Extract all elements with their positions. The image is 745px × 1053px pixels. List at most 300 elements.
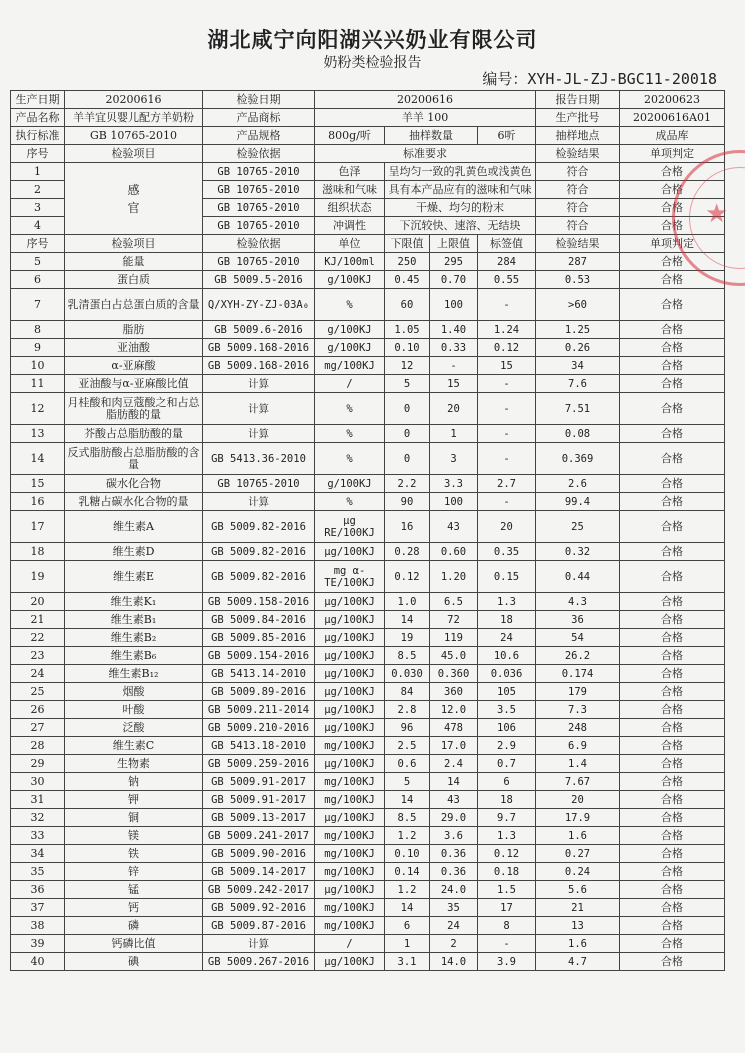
lower-limit: 19 [385, 629, 430, 647]
unit: g/100KJ [315, 271, 385, 289]
unit: g/100KJ [315, 339, 385, 357]
header-cell: 序号 [11, 235, 65, 253]
verdict: 合格 [620, 217, 725, 235]
main-header-row [11, 235, 725, 253]
verdict: 合格 [620, 809, 725, 827]
header-cell: 标签值 [478, 235, 536, 253]
table-row [11, 357, 725, 375]
lower-limit: 3.1 [385, 953, 430, 971]
basis: GB 5009.89-2016 [203, 683, 315, 701]
label-value: - [478, 443, 536, 475]
row-no: 27 [11, 719, 65, 737]
verdict: 合格 [620, 199, 725, 217]
unit: mg α-TE/100KJ [315, 561, 385, 593]
result: 5.6 [536, 881, 620, 899]
item-name: 钠 [65, 773, 203, 791]
verdict: 合格 [620, 629, 725, 647]
basis: GB 10765-2010 [203, 199, 315, 217]
label-value: 20 [478, 511, 536, 543]
verdict: 合格 [620, 357, 725, 375]
basis: GB 5009.87-2016 [203, 917, 315, 935]
row-no: 3 [11, 199, 65, 217]
item-name: 锰 [65, 881, 203, 899]
upper-limit: 43 [430, 791, 478, 809]
verdict: 合格 [620, 899, 725, 917]
upper-limit: 43 [430, 511, 478, 543]
brand-label: 产品商标 [203, 109, 315, 127]
basis: 计算 [203, 425, 315, 443]
verdict: 合格 [620, 917, 725, 935]
item-name: 蛋白质 [65, 271, 203, 289]
row-no: 40 [11, 953, 65, 971]
prod-date: 20200616 [65, 91, 203, 109]
upper-limit: 20 [430, 393, 478, 425]
row-no: 13 [11, 425, 65, 443]
result: 248 [536, 719, 620, 737]
requirement: 下沉较快、速溶、无结块 [385, 217, 536, 235]
attribute: 滋味和气味 [315, 181, 385, 199]
sensory-group-cell [65, 163, 203, 181]
basis: GB 5009.210-2016 [203, 719, 315, 737]
upper-limit: 119 [430, 629, 478, 647]
unit: μg/100KJ [315, 953, 385, 971]
attribute: 组织状态 [315, 199, 385, 217]
label-value: 3.9 [478, 953, 536, 971]
upper-limit: 35 [430, 899, 478, 917]
result: 7.67 [536, 773, 620, 791]
upper-limit: 45.0 [430, 647, 478, 665]
table-row [11, 593, 725, 611]
lower-limit: 14 [385, 899, 430, 917]
label-value: 18 [478, 611, 536, 629]
label-value: 0.036 [478, 665, 536, 683]
upper-limit: 24 [430, 917, 478, 935]
batch-label: 生产批号 [536, 109, 620, 127]
table-row [11, 863, 725, 881]
row-no: 26 [11, 701, 65, 719]
unit: mg/100KJ [315, 773, 385, 791]
row-no: 36 [11, 881, 65, 899]
row-no: 20 [11, 593, 65, 611]
table-row [11, 953, 725, 971]
table-row [11, 665, 725, 683]
sensory-header-basis: 检验依据 [203, 145, 315, 163]
upper-limit: 0.36 [430, 845, 478, 863]
result: 0.174 [536, 665, 620, 683]
result: 34 [536, 357, 620, 375]
label-value: 0.12 [478, 339, 536, 357]
item-name: α-亚麻酸 [65, 357, 203, 375]
unit: μg/100KJ [315, 755, 385, 773]
row-no: 31 [11, 791, 65, 809]
sensory-row [11, 163, 725, 181]
basis: GB 5009.84-2016 [203, 611, 315, 629]
result: 21 [536, 899, 620, 917]
sensory-header-row [11, 145, 725, 163]
lower-limit: 2.5 [385, 737, 430, 755]
row-no: 6 [11, 271, 65, 289]
item-name: 维生素B₆ [65, 647, 203, 665]
result: 1.6 [536, 827, 620, 845]
lower-limit: 8.5 [385, 647, 430, 665]
row-no: 16 [11, 493, 65, 511]
sensory-row [11, 181, 725, 199]
verdict: 合格 [620, 881, 725, 899]
unit: % [315, 289, 385, 321]
result: 符合 [536, 163, 620, 181]
result: 7.3 [536, 701, 620, 719]
table-row [11, 443, 725, 475]
row-no: 14 [11, 443, 65, 475]
table-row [11, 425, 725, 443]
table-row [11, 475, 725, 493]
upper-limit: 1.40 [430, 321, 478, 339]
result: 0.27 [536, 845, 620, 863]
result: 0.24 [536, 863, 620, 881]
upper-limit: 72 [430, 611, 478, 629]
verdict: 合格 [620, 163, 725, 181]
unit: μg/100KJ [315, 611, 385, 629]
sensory-header-no: 序号 [11, 145, 65, 163]
result: 99.4 [536, 493, 620, 511]
unit: μg/100KJ [315, 683, 385, 701]
result: >60 [536, 289, 620, 321]
company-name: 湖北咸宁向阳湖兴兴奶业有限公司 [207, 27, 538, 52]
row-no: 24 [11, 665, 65, 683]
row-no: 25 [11, 683, 65, 701]
basis: GB 5009.241-2017 [203, 827, 315, 845]
row-no: 22 [11, 629, 65, 647]
item-name: 钙 [65, 899, 203, 917]
verdict: 合格 [620, 953, 725, 971]
table-row [11, 773, 725, 791]
table-row [11, 611, 725, 629]
upper-limit: 0.60 [430, 543, 478, 561]
upper-limit: 478 [430, 719, 478, 737]
result: 符合 [536, 199, 620, 217]
verdict: 合格 [620, 511, 725, 543]
lower-limit: 96 [385, 719, 430, 737]
header-cell: 检验项目 [65, 235, 203, 253]
info-row-2 [11, 109, 725, 127]
label-value: 8 [478, 917, 536, 935]
item-name: 维生素C [65, 737, 203, 755]
verdict: 合格 [620, 253, 725, 271]
table-row [11, 719, 725, 737]
verdict: 合格 [620, 393, 725, 425]
item-name: 维生素K₁ [65, 593, 203, 611]
label-value: 1.3 [478, 827, 536, 845]
item-name: 生物素 [65, 755, 203, 773]
verdict: 合格 [620, 561, 725, 593]
item-name: 亚油酸 [65, 339, 203, 357]
result: 2.6 [536, 475, 620, 493]
unit: μg/100KJ [315, 701, 385, 719]
upper-limit: 14.0 [430, 953, 478, 971]
lower-limit: 84 [385, 683, 430, 701]
table-row [11, 543, 725, 561]
sensory-group-cell: 感 [65, 181, 203, 199]
item-name: 维生素E [65, 561, 203, 593]
basis: 计算 [203, 493, 315, 511]
verdict: 合格 [620, 339, 725, 357]
lower-limit: 60 [385, 289, 430, 321]
lower-limit: 250 [385, 253, 430, 271]
basis: 计算 [203, 935, 315, 953]
lower-limit: 1.0 [385, 593, 430, 611]
verdict: 合格 [620, 719, 725, 737]
unit: μg/100KJ [315, 543, 385, 561]
basis: GB 10765-2010 [203, 163, 315, 181]
basis: GB 5009.90-2016 [203, 845, 315, 863]
item-name: 维生素A [65, 511, 203, 543]
verdict: 合格 [620, 683, 725, 701]
prod-date-label: 生产日期 [11, 91, 65, 109]
verdict: 合格 [620, 543, 725, 561]
row-no: 11 [11, 375, 65, 393]
lower-limit: 0.45 [385, 271, 430, 289]
product-name: 羊羊宜贝婴儿配方羊奶粉 [65, 109, 203, 127]
verdict: 合格 [620, 863, 725, 881]
row-no: 35 [11, 863, 65, 881]
label-value: 1.3 [478, 593, 536, 611]
upper-limit: 0.36 [430, 863, 478, 881]
basis: GB 5009.168-2016 [203, 357, 315, 375]
verdict: 合格 [620, 425, 725, 443]
verdict: 合格 [620, 593, 725, 611]
sample-place: 成品库 [620, 127, 725, 145]
basis: GB 5413.14-2010 [203, 665, 315, 683]
basis: GB 5009.158-2016 [203, 593, 315, 611]
item-name: 反式脂肪酸占总脂肪酸的含量 [65, 443, 203, 475]
lower-limit: 16 [385, 511, 430, 543]
lower-limit: 0.28 [385, 543, 430, 561]
row-no: 5 [11, 253, 65, 271]
lower-limit: 12 [385, 357, 430, 375]
unit: % [315, 493, 385, 511]
lower-limit: 90 [385, 493, 430, 511]
row-no: 28 [11, 737, 65, 755]
table-row [11, 393, 725, 425]
basis: GB 5009.92-2016 [203, 899, 315, 917]
table-row [11, 917, 725, 935]
item-name: 碘 [65, 953, 203, 971]
basis: GB 5009.5-2016 [203, 271, 315, 289]
unit: mg/100KJ [315, 863, 385, 881]
sample-place-label: 抽样地点 [536, 127, 620, 145]
label-value: 0.55 [478, 271, 536, 289]
basis: Q/XYH-ZY-ZJ-03A₀ [203, 289, 315, 321]
row-no: 18 [11, 543, 65, 561]
unit: % [315, 393, 385, 425]
unit: mg/100KJ [315, 791, 385, 809]
label-value: 17 [478, 899, 536, 917]
sensory-row [11, 199, 725, 217]
verdict: 合格 [620, 647, 725, 665]
item-name: 锌 [65, 863, 203, 881]
basis: GB 5009.82-2016 [203, 511, 315, 543]
table-row [11, 629, 725, 647]
basis: GB 5413.36-2010 [203, 443, 315, 475]
row-no: 38 [11, 917, 65, 935]
attribute: 冲调性 [315, 217, 385, 235]
row-no: 15 [11, 475, 65, 493]
sensory-header-verdict: 单项判定 [620, 145, 725, 163]
label-value: 0.35 [478, 543, 536, 561]
label-value: - [478, 935, 536, 953]
upper-limit: 295 [430, 253, 478, 271]
result: 7.6 [536, 375, 620, 393]
verdict: 合格 [620, 375, 725, 393]
unit: μg RE/100KJ [315, 511, 385, 543]
header-cell: 检验结果 [536, 235, 620, 253]
label-value: 3.5 [478, 701, 536, 719]
item-name: 维生素B₂ [65, 629, 203, 647]
lower-limit: 2.8 [385, 701, 430, 719]
item-name: 乳清蛋白占总蛋白质的含量 [65, 289, 203, 321]
unit: g/100KJ [315, 321, 385, 339]
label-value: 9.7 [478, 809, 536, 827]
label-value: 106 [478, 719, 536, 737]
basis: GB 5009.91-2017 [203, 773, 315, 791]
upper-limit: 1 [430, 425, 478, 443]
row-no: 23 [11, 647, 65, 665]
upper-limit: 3.3 [430, 475, 478, 493]
result: 17.9 [536, 809, 620, 827]
table-row [11, 809, 725, 827]
verdict: 合格 [620, 321, 725, 339]
table-row [11, 845, 725, 863]
label-value: 0.12 [478, 845, 536, 863]
lower-limit: 1 [385, 935, 430, 953]
upper-limit: 14 [430, 773, 478, 791]
report-date-label: 报告日期 [536, 91, 620, 109]
sensory-header-item: 检验项目 [65, 145, 203, 163]
verdict: 合格 [620, 791, 725, 809]
lower-limit: 14 [385, 611, 430, 629]
unit: mg/100KJ [315, 827, 385, 845]
lower-limit: 0.10 [385, 845, 430, 863]
table-row [11, 827, 725, 845]
basis: GB 10765-2010 [203, 253, 315, 271]
info-row-3 [11, 127, 725, 145]
label-value: - [478, 289, 536, 321]
info-row-1 [11, 91, 725, 109]
sensory-group-cell [65, 217, 203, 235]
table-row [11, 271, 725, 289]
result: 179 [536, 683, 620, 701]
label-value: - [478, 393, 536, 425]
requirement: 具有本产品应有的滋味和气味 [385, 181, 536, 199]
result: 26.2 [536, 647, 620, 665]
lower-limit: 5 [385, 773, 430, 791]
unit: μg/100KJ [315, 881, 385, 899]
result: 4.7 [536, 953, 620, 971]
document-number: 编号：XYH-JL-ZJ-BGC11-20018 [482, 70, 717, 88]
unit: % [315, 443, 385, 475]
batch: 20200616A01 [620, 109, 725, 127]
item-name: 月桂酸和肉豆蔻酸之和占总脂肪酸的量 [65, 393, 203, 425]
row-no: 4 [11, 217, 65, 235]
upper-limit: 3.6 [430, 827, 478, 845]
label-value: 284 [478, 253, 536, 271]
result: 4.3 [536, 593, 620, 611]
item-name: 烟酸 [65, 683, 203, 701]
unit: μg/100KJ [315, 629, 385, 647]
lower-limit: 0 [385, 443, 430, 475]
basis: GB 5009.211-2014 [203, 701, 315, 719]
label-value: - [478, 375, 536, 393]
unit: μg/100KJ [315, 593, 385, 611]
unit: mg/100KJ [315, 357, 385, 375]
result: 1.4 [536, 755, 620, 773]
item-name: 维生素D [65, 543, 203, 561]
item-name: 钙磷比值 [65, 935, 203, 953]
label-value: 6 [478, 773, 536, 791]
sensory-row [11, 217, 725, 235]
result: 0.26 [536, 339, 620, 357]
basis: 计算 [203, 375, 315, 393]
result: 1.6 [536, 935, 620, 953]
verdict: 合格 [620, 935, 725, 953]
row-no: 29 [11, 755, 65, 773]
verdict: 合格 [620, 701, 725, 719]
result: 1.25 [536, 321, 620, 339]
row-no: 19 [11, 561, 65, 593]
verdict: 合格 [620, 493, 725, 511]
item-name: 亚油酸与α-亚麻酸比值 [65, 375, 203, 393]
table-row [11, 683, 725, 701]
table-row [11, 935, 725, 953]
result: 符合 [536, 181, 620, 199]
verdict: 合格 [620, 271, 725, 289]
label-value: 10.6 [478, 647, 536, 665]
basis: GB 5009.6-2016 [203, 321, 315, 339]
upper-limit: 12.0 [430, 701, 478, 719]
result: 0.53 [536, 271, 620, 289]
check-date-label: 检验日期 [203, 91, 315, 109]
unit: KJ/100ml [315, 253, 385, 271]
verdict: 合格 [620, 755, 725, 773]
label-value: - [478, 493, 536, 511]
basis: GB 5009.14-2017 [203, 863, 315, 881]
table-row [11, 755, 725, 773]
upper-limit: 100 [430, 493, 478, 511]
label-value: 1.24 [478, 321, 536, 339]
attribute: 色泽 [315, 163, 385, 181]
table-row [11, 375, 725, 393]
basis: GB 5009.13-2017 [203, 809, 315, 827]
brand: 羊羊 100 [315, 109, 536, 127]
header-cell: 上限值 [430, 235, 478, 253]
upper-limit: 17.0 [430, 737, 478, 755]
row-no: 10 [11, 357, 65, 375]
basis: GB 5009.267-2016 [203, 953, 315, 971]
result: 25 [536, 511, 620, 543]
upper-limit: 2 [430, 935, 478, 953]
verdict: 合格 [620, 289, 725, 321]
row-no: 21 [11, 611, 65, 629]
lower-limit: 0.14 [385, 863, 430, 881]
header-cell: 单位 [315, 235, 385, 253]
sensory-group-cell: 官 [65, 199, 203, 217]
spec-label: 产品规格 [203, 127, 315, 145]
upper-limit: 360 [430, 683, 478, 701]
result: 0.32 [536, 543, 620, 561]
item-name: 维生素B₁₂ [65, 665, 203, 683]
verdict: 合格 [620, 181, 725, 199]
sample-qty-label: 抽样数量 [385, 127, 478, 145]
